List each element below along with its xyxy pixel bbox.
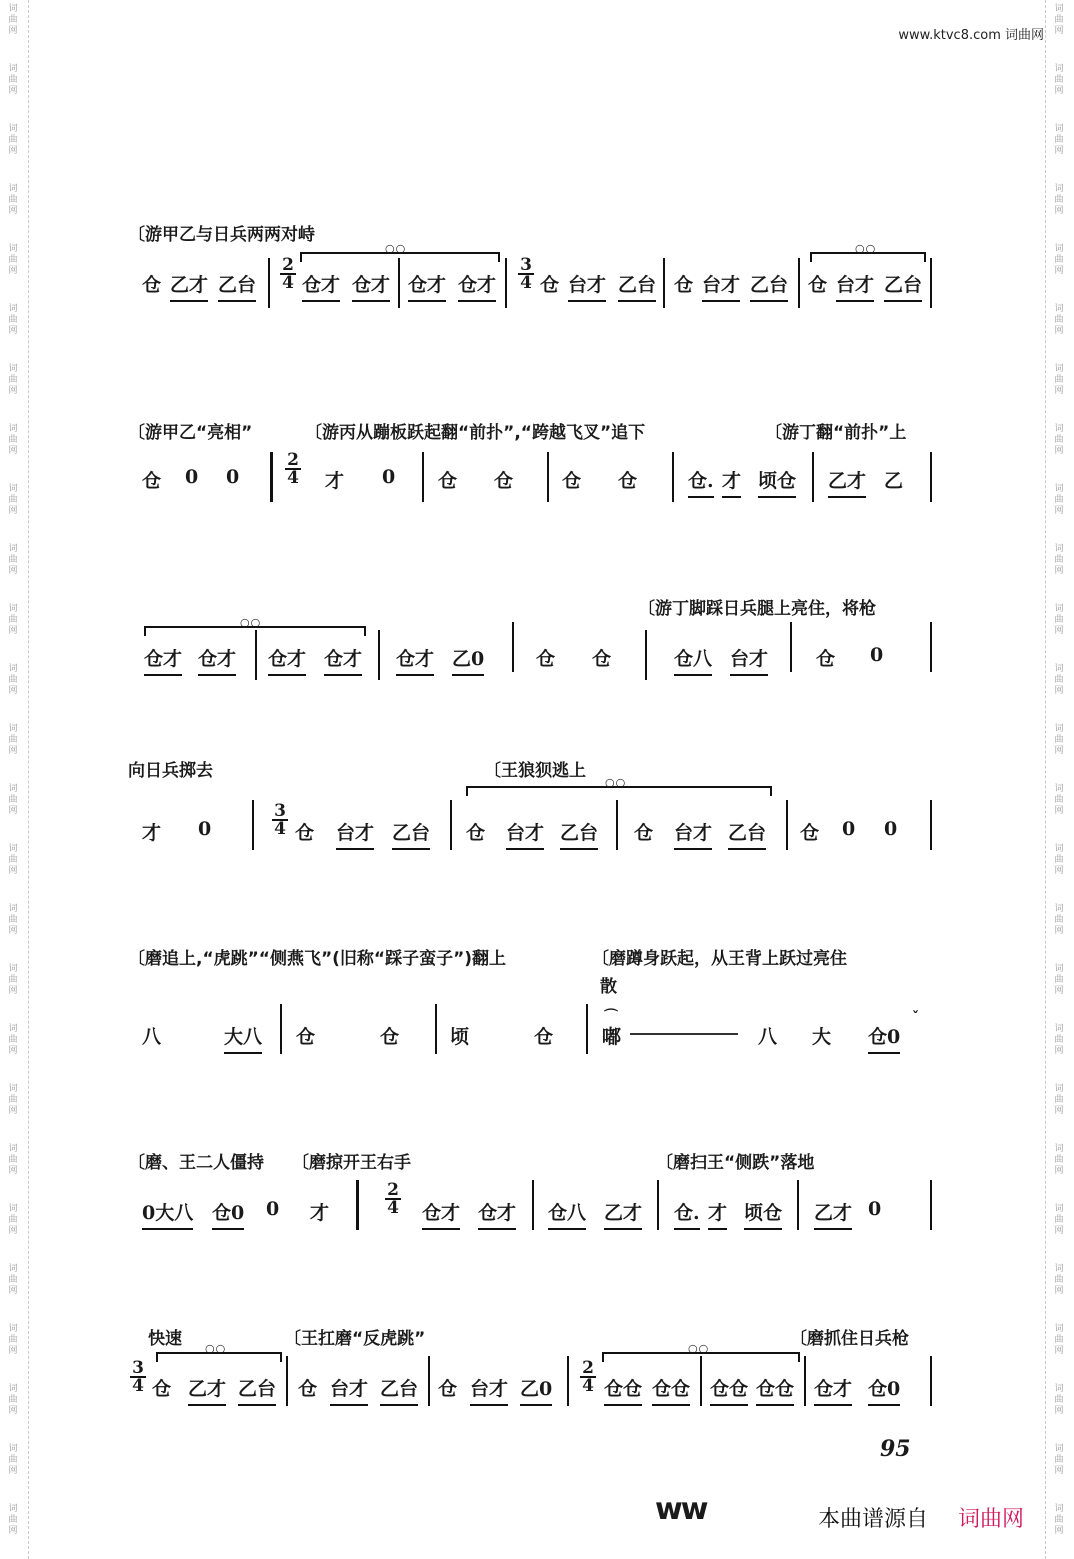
site-header: www.ktvc8.com 词曲网 <box>898 28 1044 43</box>
stage-direction: 〔磨掠开王右手 <box>292 1153 411 1173</box>
stage-direction: 〔游甲乙“亮相” <box>128 423 253 443</box>
watermark-glyphs: 词 曲 网 <box>1054 64 1064 96</box>
watermark-glyphs: 词 曲 网 <box>8 64 18 96</box>
time-signature: 2 4 <box>280 257 296 291</box>
watermark-glyphs: 词 曲 网 <box>1054 1384 1064 1416</box>
stage-direction: 向日兵掷去 <box>128 761 213 781</box>
note: 仓 <box>380 1026 400 1048</box>
stage-direction: 〔游丙从蹦板跃起翻“前扑”,“跨越飞叉”追下 <box>305 423 646 443</box>
breath-mark-icon: ˇ <box>912 1010 919 1026</box>
repeat-mark: ○○ <box>205 1342 227 1355</box>
hold-line <box>630 1033 738 1035</box>
note: 仓才 <box>422 1198 460 1230</box>
bar-line <box>930 452 932 502</box>
watermark-glyphs: 词 曲 网 <box>1054 1204 1064 1236</box>
note: 乙0 <box>452 644 484 676</box>
watermark-glyphs: 词 曲 网 <box>8 904 18 936</box>
watermark-glyphs: 词 曲 网 <box>8 784 18 816</box>
note: 嘟 <box>602 1026 622 1048</box>
watermark-glyphs: 词 曲 网 <box>8 1384 18 1416</box>
note: 仓 <box>295 822 315 844</box>
note: 台才 <box>470 1374 508 1406</box>
note: 仓 <box>536 648 556 670</box>
note: 台才 <box>836 270 874 302</box>
bar-line <box>930 1180 932 1230</box>
note: 乙台 <box>560 818 598 850</box>
note: 仓. <box>688 466 714 498</box>
watermark-glyphs: 词 曲 网 <box>1054 1144 1064 1176</box>
bar-line <box>532 1180 534 1230</box>
note: 仓 <box>816 648 836 670</box>
watermark-glyphs: 词 曲 网 <box>1054 424 1064 456</box>
watermark-glyphs: 词 曲 网 <box>8 1204 18 1236</box>
watermark-glyphs: 词 曲 网 <box>8 664 18 696</box>
watermark-glyphs: 词 曲 网 <box>8 544 18 576</box>
bar-line <box>798 258 800 308</box>
bar-line <box>356 1180 359 1230</box>
bar-line <box>786 800 788 850</box>
note: 乙 <box>884 470 904 492</box>
stage-direction: 〔磨抓住日兵枪 <box>790 1329 909 1349</box>
stage-direction: 〔磨蹲身跃起，从王背上跃过亮住 <box>592 949 847 969</box>
tempo-mark: 散 <box>600 977 617 997</box>
note: 八 <box>142 1026 162 1048</box>
note: 乙台 <box>238 1374 276 1406</box>
note: 0 <box>266 1198 280 1220</box>
note: 仓才 <box>352 270 390 302</box>
watermark-glyphs: 词 曲 网 <box>1054 304 1064 336</box>
bar-line <box>512 622 514 672</box>
watermark-glyphs: 词 曲 网 <box>8 484 18 516</box>
note: 乙台 <box>218 270 256 302</box>
repeat-mark: ○○ <box>605 776 627 789</box>
bar-line <box>645 630 647 680</box>
stage-direction: 〔游丁翻“前扑”上 <box>765 423 907 443</box>
note: 仓 <box>674 274 694 296</box>
stage-direction: 〔磨、王二人僵持 <box>128 1153 264 1173</box>
watermark-glyphs: 词 曲 网 <box>1054 784 1064 816</box>
note: 顷仓 <box>744 1198 782 1230</box>
repeat-mark: ○○ <box>385 242 407 255</box>
note: 仓 <box>494 470 514 492</box>
note: 台才 <box>330 1374 368 1406</box>
watermark-glyphs: 词 曲 网 <box>8 1264 18 1296</box>
bar-line <box>450 800 452 850</box>
footer-site-link[interactable]: 词曲网 <box>958 1507 1025 1532</box>
note: 仓 <box>592 648 612 670</box>
repeat-mark: ○○ <box>688 1342 710 1355</box>
note: 乙台 <box>392 818 430 850</box>
stage-direction: 〔磨追上,“虎跳”“侧燕飞”(旧称“踩子蛮子”)翻上 <box>128 949 507 969</box>
note: 仓 <box>466 822 486 844</box>
note: 仓0 <box>868 1374 900 1406</box>
watermark-glyphs: 词 曲 网 <box>8 964 18 996</box>
note: 台才 <box>568 270 606 302</box>
watermark-glyphs: 词 曲 网 <box>8 1324 18 1356</box>
note: 仓才 <box>814 1374 852 1406</box>
watermark-glyphs: 词 曲 网 <box>1054 244 1064 276</box>
watermark-glyphs: 词 曲 网 <box>1054 4 1064 36</box>
bar-line <box>268 258 270 308</box>
note: 仓 <box>618 470 638 492</box>
watermark-glyphs: 词 曲 网 <box>8 244 18 276</box>
repeat-mark: ○○ <box>240 616 262 629</box>
watermark-glyphs: 词 曲 网 <box>8 304 18 336</box>
note: 顷仓 <box>758 466 796 498</box>
note: 八 <box>758 1026 778 1048</box>
bar-line <box>428 1356 430 1406</box>
bar-line <box>616 800 618 850</box>
bar-line <box>930 622 932 672</box>
watermark-glyphs: 词 曲 网 <box>8 1504 18 1536</box>
time-signature: 3 4 <box>272 803 288 837</box>
watermark-glyphs: 词 曲 网 <box>1054 1504 1064 1536</box>
stage-direction: 〔游丁脚踩日兵腿上亮住，将枪 <box>638 599 876 619</box>
bar-line <box>286 1356 288 1406</box>
watermark-glyphs: 词 曲 网 <box>1054 724 1064 756</box>
left-watermark-strip <box>0 0 29 1559</box>
footer-source-text: 本曲谱源自 <box>818 1507 929 1532</box>
note: 乙才 <box>828 466 866 498</box>
time-signature: 2 4 <box>285 452 301 486</box>
bar-line <box>790 622 792 672</box>
bar-line <box>586 1004 588 1054</box>
note: 乙才 <box>188 1374 226 1406</box>
note: 仓才 <box>324 644 362 676</box>
note: 仓才 <box>478 1198 516 1230</box>
watermark-glyphs: 词 曲 网 <box>1054 184 1064 216</box>
bar-line <box>270 452 273 502</box>
bar-line <box>663 258 665 308</box>
note: 乙台 <box>728 818 766 850</box>
time-signature: 3 4 <box>130 1360 146 1394</box>
note: 仓才 <box>396 644 434 676</box>
note: 仓 <box>142 470 162 492</box>
bar-line <box>672 452 674 502</box>
bar-line <box>700 1356 702 1406</box>
note: 仓 <box>562 470 582 492</box>
bar-line <box>252 800 254 850</box>
note: 才 <box>142 822 162 844</box>
watermark-glyphs: 词 曲 网 <box>8 1444 18 1476</box>
note: 仓八 <box>674 644 712 676</box>
watermark-glyphs: 词 曲 网 <box>1054 1324 1064 1356</box>
note: 乙才 <box>814 1198 852 1230</box>
note: 大 <box>812 1026 832 1048</box>
note: 仓才 <box>302 270 340 302</box>
note: 才 <box>722 466 741 498</box>
note: 仓 <box>298 1378 318 1400</box>
watermark-glyphs: 词 曲 网 <box>1054 844 1064 876</box>
time-signature: 3 4 <box>518 257 534 291</box>
note: 乙0 <box>520 1374 552 1406</box>
note: 仓 <box>152 1378 172 1400</box>
note: 仓 <box>142 274 162 296</box>
note: 仓 <box>808 274 828 296</box>
watermark-glyphs: 词 曲 网 <box>1054 1084 1064 1116</box>
bar-line <box>930 258 932 308</box>
bar-line <box>804 1356 806 1406</box>
bar-line <box>435 1004 437 1054</box>
watermark-glyphs: 词 曲 网 <box>8 724 18 756</box>
note: 乙台 <box>884 270 922 302</box>
note: 仓仓 <box>604 1374 642 1406</box>
note: 仓才 <box>268 644 306 676</box>
time-signature: 2 4 <box>580 1360 596 1394</box>
bar-line <box>280 1004 282 1054</box>
note: 乙台 <box>380 1374 418 1406</box>
watermark-glyphs: 词 曲 网 <box>1054 604 1064 636</box>
watermark-glyphs: 词 曲 网 <box>8 424 18 456</box>
stage-direction: 〔磨扫王“侧跌”落地 <box>656 1153 815 1173</box>
watermark-glyphs: 词 曲 网 <box>1054 1444 1064 1476</box>
watermark-glyphs: 词 曲 网 <box>8 844 18 876</box>
watermark-glyphs: 词 曲 网 <box>8 4 18 36</box>
note: 仓才 <box>198 644 236 676</box>
bar-line <box>422 452 424 502</box>
fermata-icon: ⌒ <box>604 1009 618 1025</box>
note: 台才 <box>506 818 544 850</box>
note: 仓仓 <box>652 1374 690 1406</box>
note: 仓0 <box>868 1022 900 1054</box>
note: 台才 <box>730 644 768 676</box>
note: 0 <box>842 818 856 840</box>
note: 乙才 <box>604 1198 642 1230</box>
stage-direction: 〔王扛磨“反虎跳” <box>284 1329 426 1349</box>
footer-logo: ww <box>655 1492 707 1527</box>
bar-line <box>930 800 932 850</box>
note: 0 <box>185 466 199 488</box>
note: 仓仓 <box>710 1374 748 1406</box>
time-signature: 2 4 <box>385 1182 401 1216</box>
note: 0 <box>868 1198 882 1220</box>
watermark-glyphs: 词 曲 网 <box>1054 484 1064 516</box>
note: 0 <box>870 644 884 666</box>
stage-direction: 〔王狼狈逃上 <box>484 761 586 781</box>
bar-line <box>255 630 257 680</box>
watermark-glyphs: 词 曲 网 <box>1054 664 1064 696</box>
note: 仓 <box>438 1378 458 1400</box>
watermark-glyphs: 词 曲 网 <box>1054 1024 1064 1056</box>
watermark-glyphs: 词 曲 网 <box>1054 364 1064 396</box>
note: 仓0 <box>212 1198 244 1230</box>
watermark-glyphs: 词 曲 网 <box>8 124 18 156</box>
watermark-glyphs: 词 曲 网 <box>8 364 18 396</box>
tempo-mark: 快速 <box>148 1329 182 1349</box>
watermark-glyphs: 词 曲 网 <box>8 604 18 636</box>
watermark-glyphs: 词 曲 网 <box>1054 904 1064 936</box>
note: 仓 <box>800 822 820 844</box>
bar-line <box>657 1180 659 1230</box>
bar-line <box>505 258 507 308</box>
note: 0 <box>382 466 396 488</box>
note: 0 <box>198 818 212 840</box>
note: 仓才 <box>458 270 496 302</box>
watermark-glyphs: 词 曲 网 <box>8 1024 18 1056</box>
note: 顷 <box>450 1026 470 1048</box>
note: 乙台 <box>618 270 656 302</box>
watermark-glyphs: 词 曲 网 <box>1054 544 1064 576</box>
bar-line <box>547 452 549 502</box>
note: 0大八 <box>142 1198 193 1230</box>
repeat-mark: ○○ <box>855 242 877 255</box>
note: 仓. <box>674 1198 700 1230</box>
note: 仓 <box>534 1026 554 1048</box>
watermark-glyphs: 词 曲 网 <box>8 1084 18 1116</box>
bar-line <box>567 1356 569 1406</box>
note: 仓才 <box>144 644 182 676</box>
note: 仓仓 <box>756 1374 794 1406</box>
watermark-glyphs: 词 曲 网 <box>1054 124 1064 156</box>
right-watermark-strip <box>1045 0 1074 1559</box>
note: 仓八 <box>548 1198 586 1230</box>
note: 仓 <box>438 470 458 492</box>
note: 0 <box>226 466 240 488</box>
note: 仓 <box>634 822 654 844</box>
note: 台才 <box>702 270 740 302</box>
watermark-glyphs: 词 曲 网 <box>1054 1264 1064 1296</box>
note: 才 <box>310 1202 330 1224</box>
note: 才 <box>708 1198 727 1230</box>
bar-line <box>797 1180 799 1230</box>
note: 仓才 <box>408 270 446 302</box>
note: 台才 <box>674 818 712 850</box>
watermark-glyphs: 词 曲 网 <box>1054 964 1064 996</box>
note: 0 <box>884 818 898 840</box>
note: 乙才 <box>170 270 208 302</box>
bar-line <box>378 630 380 680</box>
note: 台才 <box>336 818 374 850</box>
note: 大八 <box>224 1022 262 1054</box>
watermark-glyphs: 词 曲 网 <box>8 1144 18 1176</box>
note: 仓 <box>296 1026 316 1048</box>
note: 乙台 <box>750 270 788 302</box>
note: 才 <box>325 470 345 492</box>
bar-line <box>812 452 814 502</box>
bar-line <box>398 258 400 308</box>
stage-direction: 〔游甲乙与日兵两两对峙 <box>128 225 315 245</box>
page-number: 95 <box>880 1436 911 1462</box>
bar-line <box>930 1356 932 1406</box>
note: 仓 <box>540 274 560 296</box>
watermark-glyphs: 词 曲 网 <box>8 184 18 216</box>
